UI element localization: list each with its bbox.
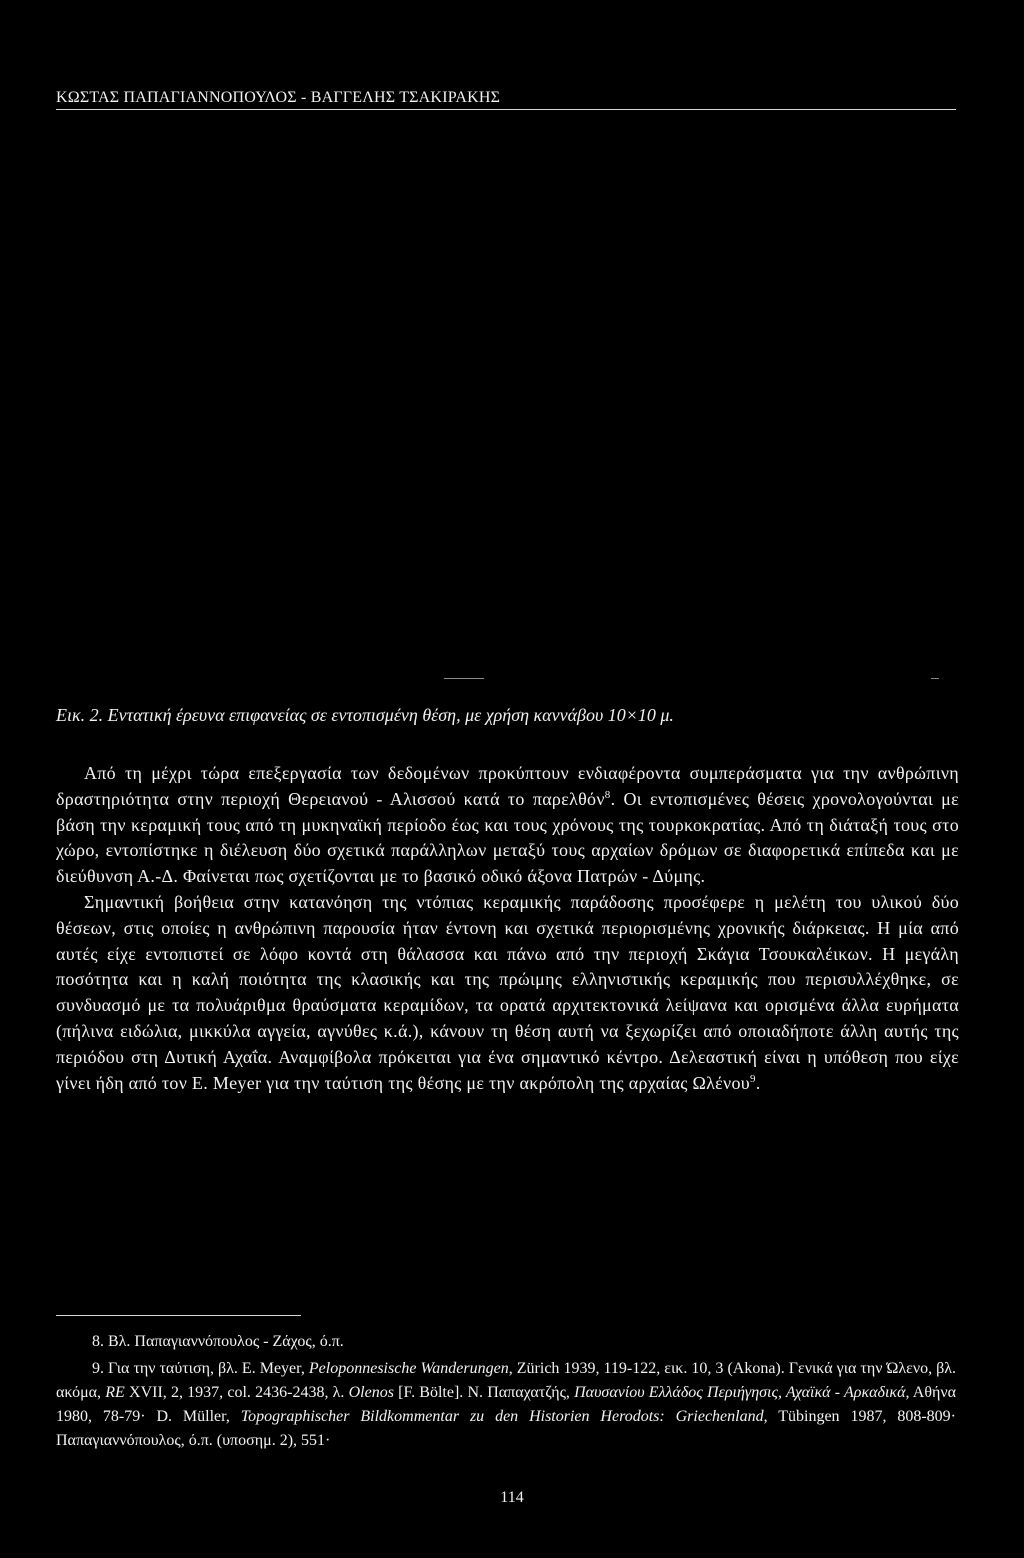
header-rule <box>56 109 956 110</box>
figure-photo <box>56 112 956 684</box>
paragraph <box>56 761 959 890</box>
footnote-rule <box>56 1315 301 1316</box>
footnote-text: XVII, 2, 1937, col. 2436-2438, λ. <box>124 1384 349 1401</box>
photo-edge-mark <box>931 678 939 679</box>
paragraph-text: Σημαντική βοήθεια στην κατανόηση της ντόπιας κεραμικής παράδοσης προσέφερε η μελέτη του υλικού δύο θέσεων, στις οποίες η ανθρώπινη παρουσία ήταν έντονη και σχετικά περιορισμένης χρονικής διάρκειας. Η μία από αυτές είχε εντοπιστεί σε λόφο κοντά στη θάλασσα και πάνω από την περιοχή Σκάγια Τσουκαλέικων. Η μεγάλη ποσότητα και η καλή ποιότητα της κλασικής και της πρώιμης ελληνιστικής κεραμικής που περισυλλέχθηκε, σε συνδυασμό με τα πολυάριθμα θραύσματα κεραμίδων, τα ορατά αρχιτεκτονικά λείψανα και ορισμένα άλλα ευρήματα (πήλινα ειδώλια, μικκύλα αγγεία, αγνύθες κ.ά.), κάνουν τη θέση αυτή να ξεχωρίζει από οποιαδήποτε άλλη αυτής της περιόδου στη Δυτική Αχαΐα. Αναμφίβολα πρόκειται για ένα σημαντικό κέντρο. Δελεαστική είναι η υπόθεση που είχε γίνει ήδη από τον E. Meyer για την ταύτιση της θέσης με την ακρόπολη της αρχαίας Ωλένου <box>56 891 959 1093</box>
body-text <box>56 761 959 1096</box>
footnote-9 <box>56 1357 956 1453</box>
footnote-ref[interactable]: 9 <box>749 1072 756 1085</box>
citation-title: RE <box>105 1384 125 1401</box>
citation-title: Peloponnesische Wanderungen <box>308 1360 509 1377</box>
page-number: 114 <box>500 1489 524 1506</box>
paragraph-text: . Οι εντοπισμένες θέσεις χρονολογούνται με βάση την κεραμική τους από τη μυκηναϊκή περίοδο έως και τους χρόνους της τουρκοκρατίας. Από τη διάταξή τους στο χώρο, εντοπίστηκε η διέλευση δύο σχετικά παράλληλων μεταξύ τους αρχαίων δρόμων σε διαφορετικά επίπεδα και με διεύθυνση Α.-Δ. Φαίνεται πως σχετίζονται με το βασικό οδικό άξονα Πατρών - Δύμης. <box>56 788 959 887</box>
footnote-text: , Tübingen 1987, 808-809· Παπαγιαννόπουλος, ό.π. (υποσημ. 2), 551· <box>56 1408 957 1449</box>
footnotes <box>56 1330 956 1453</box>
footnote-text: [F. Bölte]. Ν. Παπαχατζής, <box>393 1384 575 1401</box>
footnote-text: , Zürich 1939, 119-122, εικ. 10, 3 (Akona). Γενικά για την Ώλενο, βλ. ακόμα, <box>56 1360 957 1401</box>
footnote-ref[interactable]: 8 <box>604 788 611 801</box>
paragraph <box>56 890 959 1096</box>
paragraph-text: . <box>755 1072 761 1093</box>
footnote-8: 8. Βλ. Παπαγιαννόπουλος - Ζάχος, ό.π. <box>92 1333 344 1350</box>
citation-title: Παυσανίου Ελλάδος Περιήγησις, Αχαϊκά - Αρκαδικά <box>574 1384 906 1401</box>
paragraph-text: Από τη μέχρι τώρα επεξεργασία των δεδομένων προκύπτουν ενδιαφέροντα συμπεράσματα για την ανθρώπινη δραστηριότητα στην περιοχή Θερειανού - Αλισσού κατά το παρελθόν <box>56 763 959 809</box>
photo-edge-mark <box>444 678 484 679</box>
footnote-text: 9. Για την ταύτιση, βλ. E. Meyer, <box>92 1360 309 1377</box>
footnote-text: , Αθήνα 1980, 78-79· D. Müller, <box>56 1384 957 1425</box>
figure-caption: Εικ. 2. Εντατική έρευνα επιφανείας σε εντοπισμένη θέση, με χρήση καννάβου 10×10 μ. <box>56 705 674 725</box>
citation-title: Topographischer Bildkommentar zu den Historien Herodots: Griechenland <box>240 1408 764 1425</box>
running-head: ΚΩΣΤΑΣ ΠΑΠΑΓΙΑΝΝΟΠΟΥΛΟΣ - ΒΑΓΓΕΛΗΣ ΤΣΑΚΙΡΑΚΗΣ <box>56 89 501 106</box>
citation-title: Olenos <box>348 1384 394 1401</box>
